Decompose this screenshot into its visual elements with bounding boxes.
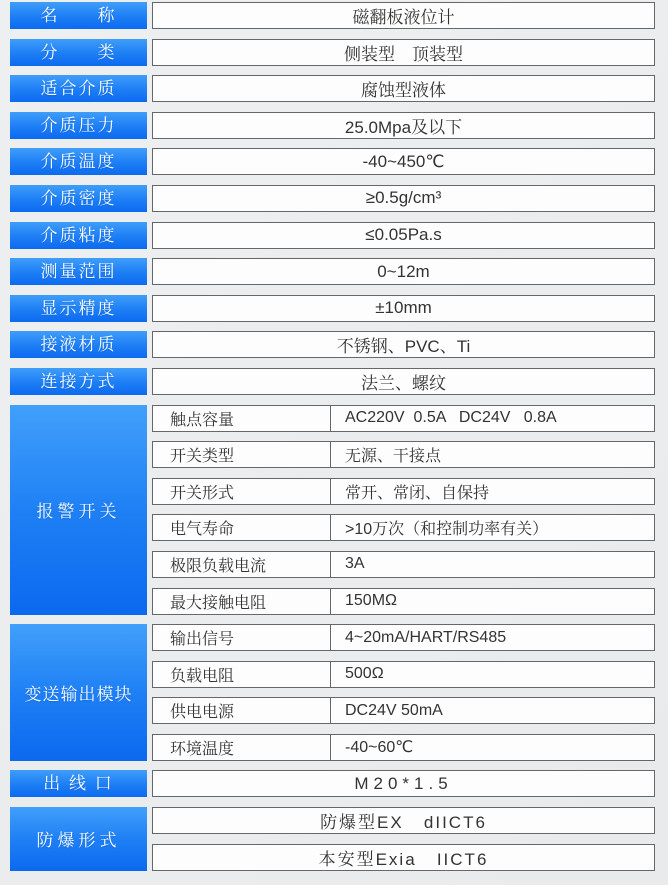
- explosion-proof-group: [10, 807, 655, 871]
- subrow-label-contact-capacity: 触点容量: [153, 406, 331, 431]
- row-label-suitable-medium: 适合介质: [10, 75, 147, 102]
- table-row: [10, 185, 655, 212]
- subrow-label-limit-load-current: 极限负载电流: [153, 552, 331, 577]
- subrow-label-switch-type: 开关类型: [153, 442, 331, 467]
- group-label-alarm-switch: 报警开关: [10, 405, 147, 615]
- row-value-medium-density: ≥0.5g/cm³: [152, 185, 655, 212]
- table-row: [152, 624, 655, 651]
- row-value-medium-pressure: 25.0Mpa及以下: [152, 112, 655, 139]
- table-row: [152, 478, 655, 505]
- table-row: [152, 514, 655, 541]
- table-row: [152, 807, 655, 834]
- table-row: [10, 148, 655, 175]
- subrow-value-contact-capacity: AC220V 0.5A DC24V 0.8A: [345, 409, 557, 427]
- row-value-medium-viscosity: ≤0.05Pa.s: [152, 222, 655, 249]
- transmitter-module-group: [10, 624, 655, 761]
- table-row: [10, 258, 655, 285]
- table-row: [152, 588, 655, 615]
- alarm-switch-group: [10, 405, 655, 615]
- row-label-category: 分 类: [10, 39, 147, 66]
- row-label-measuring-range: 测量范围: [10, 258, 147, 285]
- subrow-value-output-signal: 4~20mA/HART/RS485: [345, 628, 507, 646]
- subrow-label-output-signal: 输出信号: [153, 625, 331, 650]
- row-label-wetted-material: 接液材质: [10, 331, 147, 358]
- table-row: [152, 697, 655, 724]
- subrow-value-flameproof-type: 防爆型EX dIICT6: [320, 813, 487, 833]
- table-row: [152, 734, 655, 761]
- row-label-connection-type: 连接方式: [10, 368, 147, 395]
- row-label-medium-density: 介质密度: [10, 185, 147, 212]
- subrow-label-electrical-life: 电气寿命: [153, 515, 331, 540]
- row-value-medium-temperature: -40~450℃: [152, 148, 655, 175]
- subrow-value-intrinsically-safe-type: 本安型Exia IICT6: [318, 849, 489, 869]
- table-row: [10, 295, 655, 322]
- row-label-medium-pressure: 介质压力: [10, 112, 147, 139]
- transmitter-module-rows: [152, 624, 655, 761]
- subrow-label-switch-form: 开关形式: [153, 479, 331, 504]
- explosion-proof-rows: [152, 807, 655, 871]
- table-row: [10, 39, 655, 66]
- table-row: [10, 112, 655, 139]
- subrow-label-ambient-temperature: 环境温度: [153, 735, 331, 760]
- row-value-suitable-medium: 腐蚀型液体: [152, 75, 655, 102]
- group-label-explosion-proof: 防爆形式: [10, 807, 147, 871]
- subrow-value-max-contact-resistance: 150MΩ: [345, 592, 397, 609]
- subrow-value-limit-load-current: 3A: [345, 555, 365, 573]
- group-label-transmitter-module: 变送输出模块: [10, 624, 147, 761]
- subrow-value-load-resistance: 500Ω: [345, 665, 384, 683]
- table-row: [10, 222, 655, 249]
- table-row: [152, 405, 655, 432]
- row-label-display-accuracy: 显示精度: [10, 295, 147, 322]
- row-value-category: 侧装型 顶装型: [152, 39, 655, 66]
- row-value-display-accuracy: ±10mm: [152, 295, 655, 322]
- subrow-value-power-supply: DC24V 50mA: [345, 701, 443, 719]
- row-label-medium-viscosity: 介质粘度: [10, 222, 147, 249]
- row-value-measuring-range: 0~12m: [152, 258, 655, 285]
- alarm-switch-rows: [152, 405, 655, 615]
- row-label-cable-outlet: 出 线 口: [10, 770, 147, 797]
- row-value-wetted-material: 不锈钢、PVC、Ti: [152, 331, 655, 358]
- table-row: [152, 844, 655, 871]
- row-value-name: 磁翻板液位计: [152, 2, 655, 29]
- table-row: [10, 75, 655, 102]
- subrow-value-switch-form: 常开、常闭、自保持: [345, 484, 490, 502]
- subrow-label-max-contact-resistance: 最大接触电阻: [153, 589, 331, 614]
- table-row: [10, 331, 655, 358]
- table-row: [152, 551, 655, 578]
- table-row: [10, 368, 655, 395]
- table-row: [152, 441, 655, 468]
- row-label-name: 名 称: [10, 2, 147, 29]
- table-row: [10, 2, 655, 29]
- subrow-value-ambient-temperature: -40~60℃: [345, 739, 414, 757]
- row-value-connection-type: 法兰、螺纹: [152, 368, 655, 395]
- subrow-label-power-supply: 供电电源: [153, 698, 331, 723]
- subrow-value-switch-type: 无源、干接点: [345, 448, 442, 466]
- row-label-medium-temperature: 介质温度: [10, 148, 147, 175]
- subrow-value-electrical-life: >10万次（和控制功率有关）: [345, 521, 549, 539]
- subrow-label-load-resistance: 负载电阻: [153, 662, 331, 687]
- table-row: [10, 770, 655, 797]
- row-value-cable-outlet: M20*1.5: [152, 770, 655, 797]
- table-row: [152, 661, 655, 688]
